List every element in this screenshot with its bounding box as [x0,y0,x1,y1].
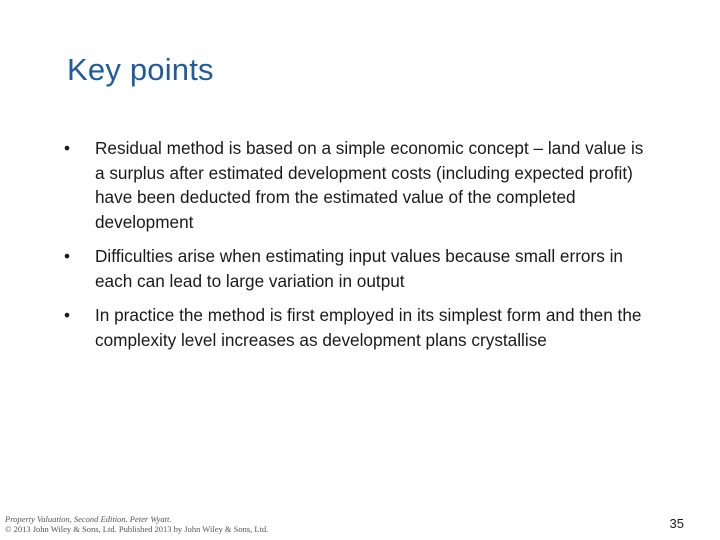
slide-title: Key points [67,52,214,87]
footer-book-title: Property Valuation, Second Edition. Peter Wyatt. [5,514,172,524]
bullet-item [64,303,654,352]
bullet-text: Residual method is based on a simple economic concept – land value is a surplus after estimated development costs (including expected profit) have been deducted from the estimated value of the completed development [95,138,644,232]
bullet-text: In practice the method is first employed in its simplest form and then the complexity level increases as development plans crystallise [95,305,642,350]
bullet-list [64,136,654,362]
bullet-marker: • [64,246,71,266]
footer-copyright: © 2013 John Wiley & Sons, Ltd. Published 2013 by John Wiley & Sons, Ltd. [5,524,269,534]
bullet-marker: • [64,305,71,325]
footer-credit [5,514,268,534]
bullet-item [64,244,654,293]
bullet-marker: • [64,138,71,158]
bullet-text: Difficulties arise when estimating input values because small errors in each can lead to large variation in output [95,246,623,291]
page-number: 35 [669,516,684,531]
bullet-item [64,136,654,234]
